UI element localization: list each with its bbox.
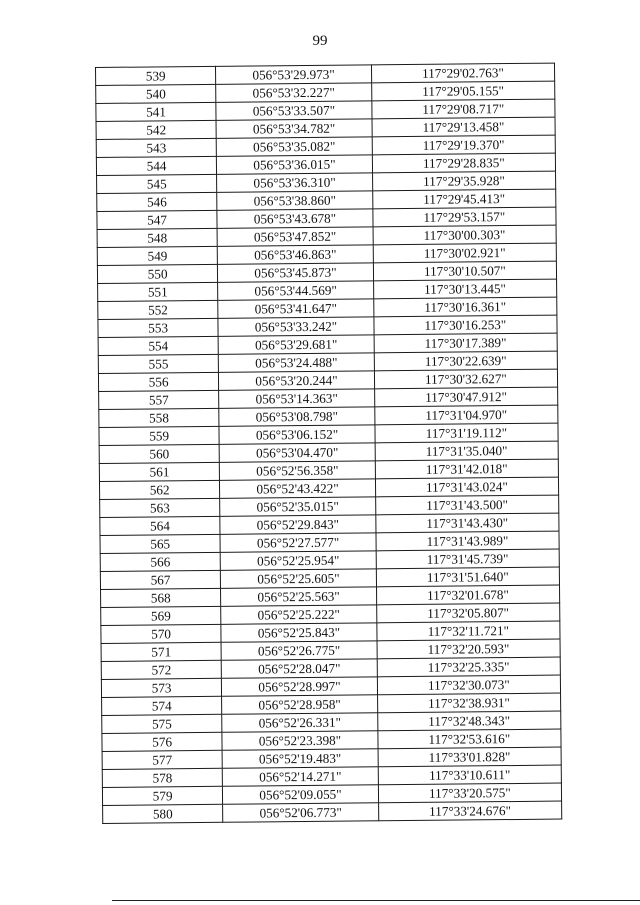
longitude-cell: 117°29'19.370" <box>372 135 555 155</box>
point-number-cell: 566 <box>100 552 220 571</box>
point-number-cell: 539 <box>96 66 216 85</box>
latitude-cell: 056°53'04.470" <box>219 443 375 462</box>
latitude-cell: 056°52'25.843" <box>221 623 377 642</box>
point-number-cell: 540 <box>96 84 216 103</box>
point-number-cell: 576 <box>102 732 222 751</box>
longitude-cell: 117°32'38.931" <box>377 693 560 713</box>
longitude-cell: 117°29'08.717" <box>372 99 555 119</box>
latitude-cell: 056°53'43.678" <box>217 209 373 228</box>
latitude-cell: 056°53'36.015" <box>217 155 373 174</box>
longitude-cell: 117°31'19.112" <box>375 423 558 443</box>
point-number-cell: 580 <box>103 804 223 823</box>
point-number-cell: 545 <box>97 174 217 193</box>
longitude-cell: 117°29'45.413" <box>372 189 555 209</box>
latitude-cell: 056°52'29.843" <box>220 515 376 534</box>
latitude-cell: 056°53'24.488" <box>219 353 375 372</box>
latitude-cell: 056°52'19.483" <box>222 749 378 768</box>
latitude-cell: 056°52'25.222" <box>221 605 377 624</box>
point-number-cell: 550 <box>97 264 217 283</box>
point-number-cell: 563 <box>100 498 220 517</box>
latitude-cell: 056°53'35.082" <box>216 137 372 156</box>
latitude-cell: 056°53'33.507" <box>216 101 372 120</box>
point-number-cell: 549 <box>97 246 217 265</box>
longitude-cell: 117°31'43.989" <box>376 531 559 551</box>
longitude-cell: 117°30'17.389" <box>374 333 557 353</box>
point-number-cell: 562 <box>99 480 219 499</box>
latitude-cell: 056°52'09.055" <box>223 785 379 804</box>
point-number-cell: 546 <box>97 192 217 211</box>
longitude-cell: 117°32'11.721" <box>377 621 560 641</box>
longitude-cell: 117°29'13.458" <box>372 117 555 137</box>
page-edge-line <box>112 900 640 901</box>
point-number-cell: 570 <box>101 624 221 643</box>
latitude-cell: 056°53'45.873" <box>218 263 374 282</box>
point-number-cell: 553 <box>98 318 218 337</box>
latitude-cell: 056°53'33.242" <box>218 317 374 336</box>
longitude-cell: 117°32'53.616" <box>378 729 561 749</box>
longitude-cell: 117°33'01.828" <box>378 747 561 767</box>
point-number-cell: 547 <box>97 210 217 229</box>
point-number-cell: 554 <box>98 336 218 355</box>
table-row <box>103 801 562 823</box>
latitude-cell: 056°52'26.331" <box>222 713 378 732</box>
latitude-cell: 056°52'56.358" <box>220 461 376 480</box>
point-number-cell: 571 <box>101 642 221 661</box>
point-number-cell: 577 <box>102 750 222 769</box>
point-number-cell: 579 <box>102 786 222 805</box>
point-number-cell: 564 <box>100 516 220 535</box>
point-number-cell: 555 <box>98 354 218 373</box>
longitude-cell: 117°29'28.835" <box>372 153 555 173</box>
latitude-cell: 056°53'44.569" <box>218 281 374 300</box>
longitude-cell: 117°30'47.912" <box>374 387 557 407</box>
point-number-cell: 552 <box>98 300 218 319</box>
longitude-cell: 117°32'25.335" <box>377 657 560 677</box>
point-number-cell: 578 <box>102 768 222 787</box>
point-number-cell: 559 <box>99 426 219 445</box>
longitude-cell: 117°29'35.928" <box>372 171 555 191</box>
longitude-cell: 117°32'01.678" <box>376 585 559 605</box>
longitude-cell: 117°33'24.676" <box>378 801 561 821</box>
latitude-cell: 056°52'14.271" <box>223 767 379 786</box>
latitude-cell: 056°53'32.227" <box>216 83 372 102</box>
point-number-cell: 558 <box>99 408 219 427</box>
longitude-cell: 117°30'13.445" <box>373 279 556 299</box>
longitude-cell: 117°31'51.640" <box>376 567 559 587</box>
latitude-cell: 056°53'20.244" <box>219 371 375 390</box>
point-number-cell: 556 <box>98 372 218 391</box>
longitude-cell: 117°31'42.018" <box>375 459 558 479</box>
point-number-cell: 557 <box>99 390 219 409</box>
longitude-cell: 117°32'05.807" <box>376 603 559 623</box>
latitude-cell: 056°53'47.852" <box>217 227 373 246</box>
latitude-cell: 056°53'46.863" <box>217 245 373 264</box>
latitude-cell: 056°52'26.775" <box>221 641 377 660</box>
point-number-cell: 569 <box>101 606 221 625</box>
point-number-cell: 573 <box>101 678 221 697</box>
longitude-cell: 117°32'20.593" <box>377 639 560 659</box>
longitude-cell: 117°33'20.575" <box>378 783 561 803</box>
latitude-cell: 056°52'23.398" <box>222 731 378 750</box>
longitude-cell: 117°31'04.970" <box>375 405 558 425</box>
latitude-cell: 056°53'14.363" <box>219 389 375 408</box>
longitude-cell: 117°29'02.763" <box>371 63 554 83</box>
latitude-cell: 056°52'27.577" <box>220 533 376 552</box>
page-number: 99 <box>312 33 328 49</box>
latitude-cell: 056°52'35.015" <box>220 497 376 516</box>
longitude-cell: 117°31'43.024" <box>375 477 558 497</box>
point-number-cell: 561 <box>99 462 219 481</box>
longitude-cell: 117°29'53.157" <box>373 207 556 227</box>
point-number-cell: 567 <box>100 570 220 589</box>
longitude-cell: 117°30'22.639" <box>374 351 557 371</box>
point-number-cell: 551 <box>98 282 218 301</box>
latitude-cell: 056°53'36.310" <box>217 173 373 192</box>
point-number-cell: 543 <box>96 138 216 157</box>
longitude-cell: 117°31'43.500" <box>375 495 558 515</box>
latitude-cell: 056°52'25.605" <box>221 569 377 588</box>
point-number-cell: 575 <box>102 714 222 733</box>
latitude-cell: 056°52'43.422" <box>220 479 376 498</box>
point-number-cell: 572 <box>101 660 221 679</box>
longitude-cell: 117°30'32.627" <box>374 369 557 389</box>
point-number-cell: 541 <box>96 102 216 121</box>
latitude-cell: 056°53'06.152" <box>219 425 375 444</box>
latitude-cell: 056°53'29.973" <box>216 65 372 84</box>
coordinates-table-body <box>96 63 562 823</box>
longitude-cell: 117°32'30.073" <box>377 675 560 695</box>
longitude-cell: 117°30'16.253" <box>374 315 557 335</box>
latitude-cell: 056°53'29.681" <box>218 335 374 354</box>
longitude-cell: 117°31'45.739" <box>376 549 559 569</box>
point-number-cell: 548 <box>97 228 217 247</box>
longitude-cell: 117°31'35.040" <box>375 441 558 461</box>
longitude-cell: 117°31'43.430" <box>376 513 559 533</box>
latitude-cell: 056°53'34.782" <box>216 119 372 138</box>
point-number-cell: 544 <box>96 156 216 175</box>
longitude-cell: 117°30'00.303" <box>373 225 556 245</box>
latitude-cell: 056°52'28.997" <box>222 677 378 696</box>
longitude-cell: 117°29'05.155" <box>371 81 554 101</box>
longitude-cell: 117°33'10.611" <box>378 765 561 785</box>
point-number-cell: 568 <box>101 588 221 607</box>
longitude-cell: 117°30'10.507" <box>373 261 556 281</box>
latitude-cell: 056°52'06.773" <box>223 803 379 822</box>
point-number-cell: 542 <box>96 120 216 139</box>
coordinates-table <box>95 63 562 824</box>
longitude-cell: 117°30'16.361" <box>373 297 556 317</box>
point-number-cell: 560 <box>99 444 219 463</box>
longitude-cell: 117°32'48.343" <box>377 711 560 731</box>
latitude-cell: 056°53'41.647" <box>218 299 374 318</box>
latitude-cell: 056°52'28.958" <box>222 695 378 714</box>
latitude-cell: 056°52'25.563" <box>221 587 377 606</box>
latitude-cell: 056°52'28.047" <box>221 659 377 678</box>
point-number-cell: 574 <box>102 696 222 715</box>
point-number-cell: 565 <box>100 534 220 553</box>
latitude-cell: 056°52'25.954" <box>220 551 376 570</box>
longitude-cell: 117°30'02.921" <box>373 243 556 263</box>
latitude-cell: 056°53'38.860" <box>217 191 373 210</box>
latitude-cell: 056°53'08.798" <box>219 407 375 426</box>
